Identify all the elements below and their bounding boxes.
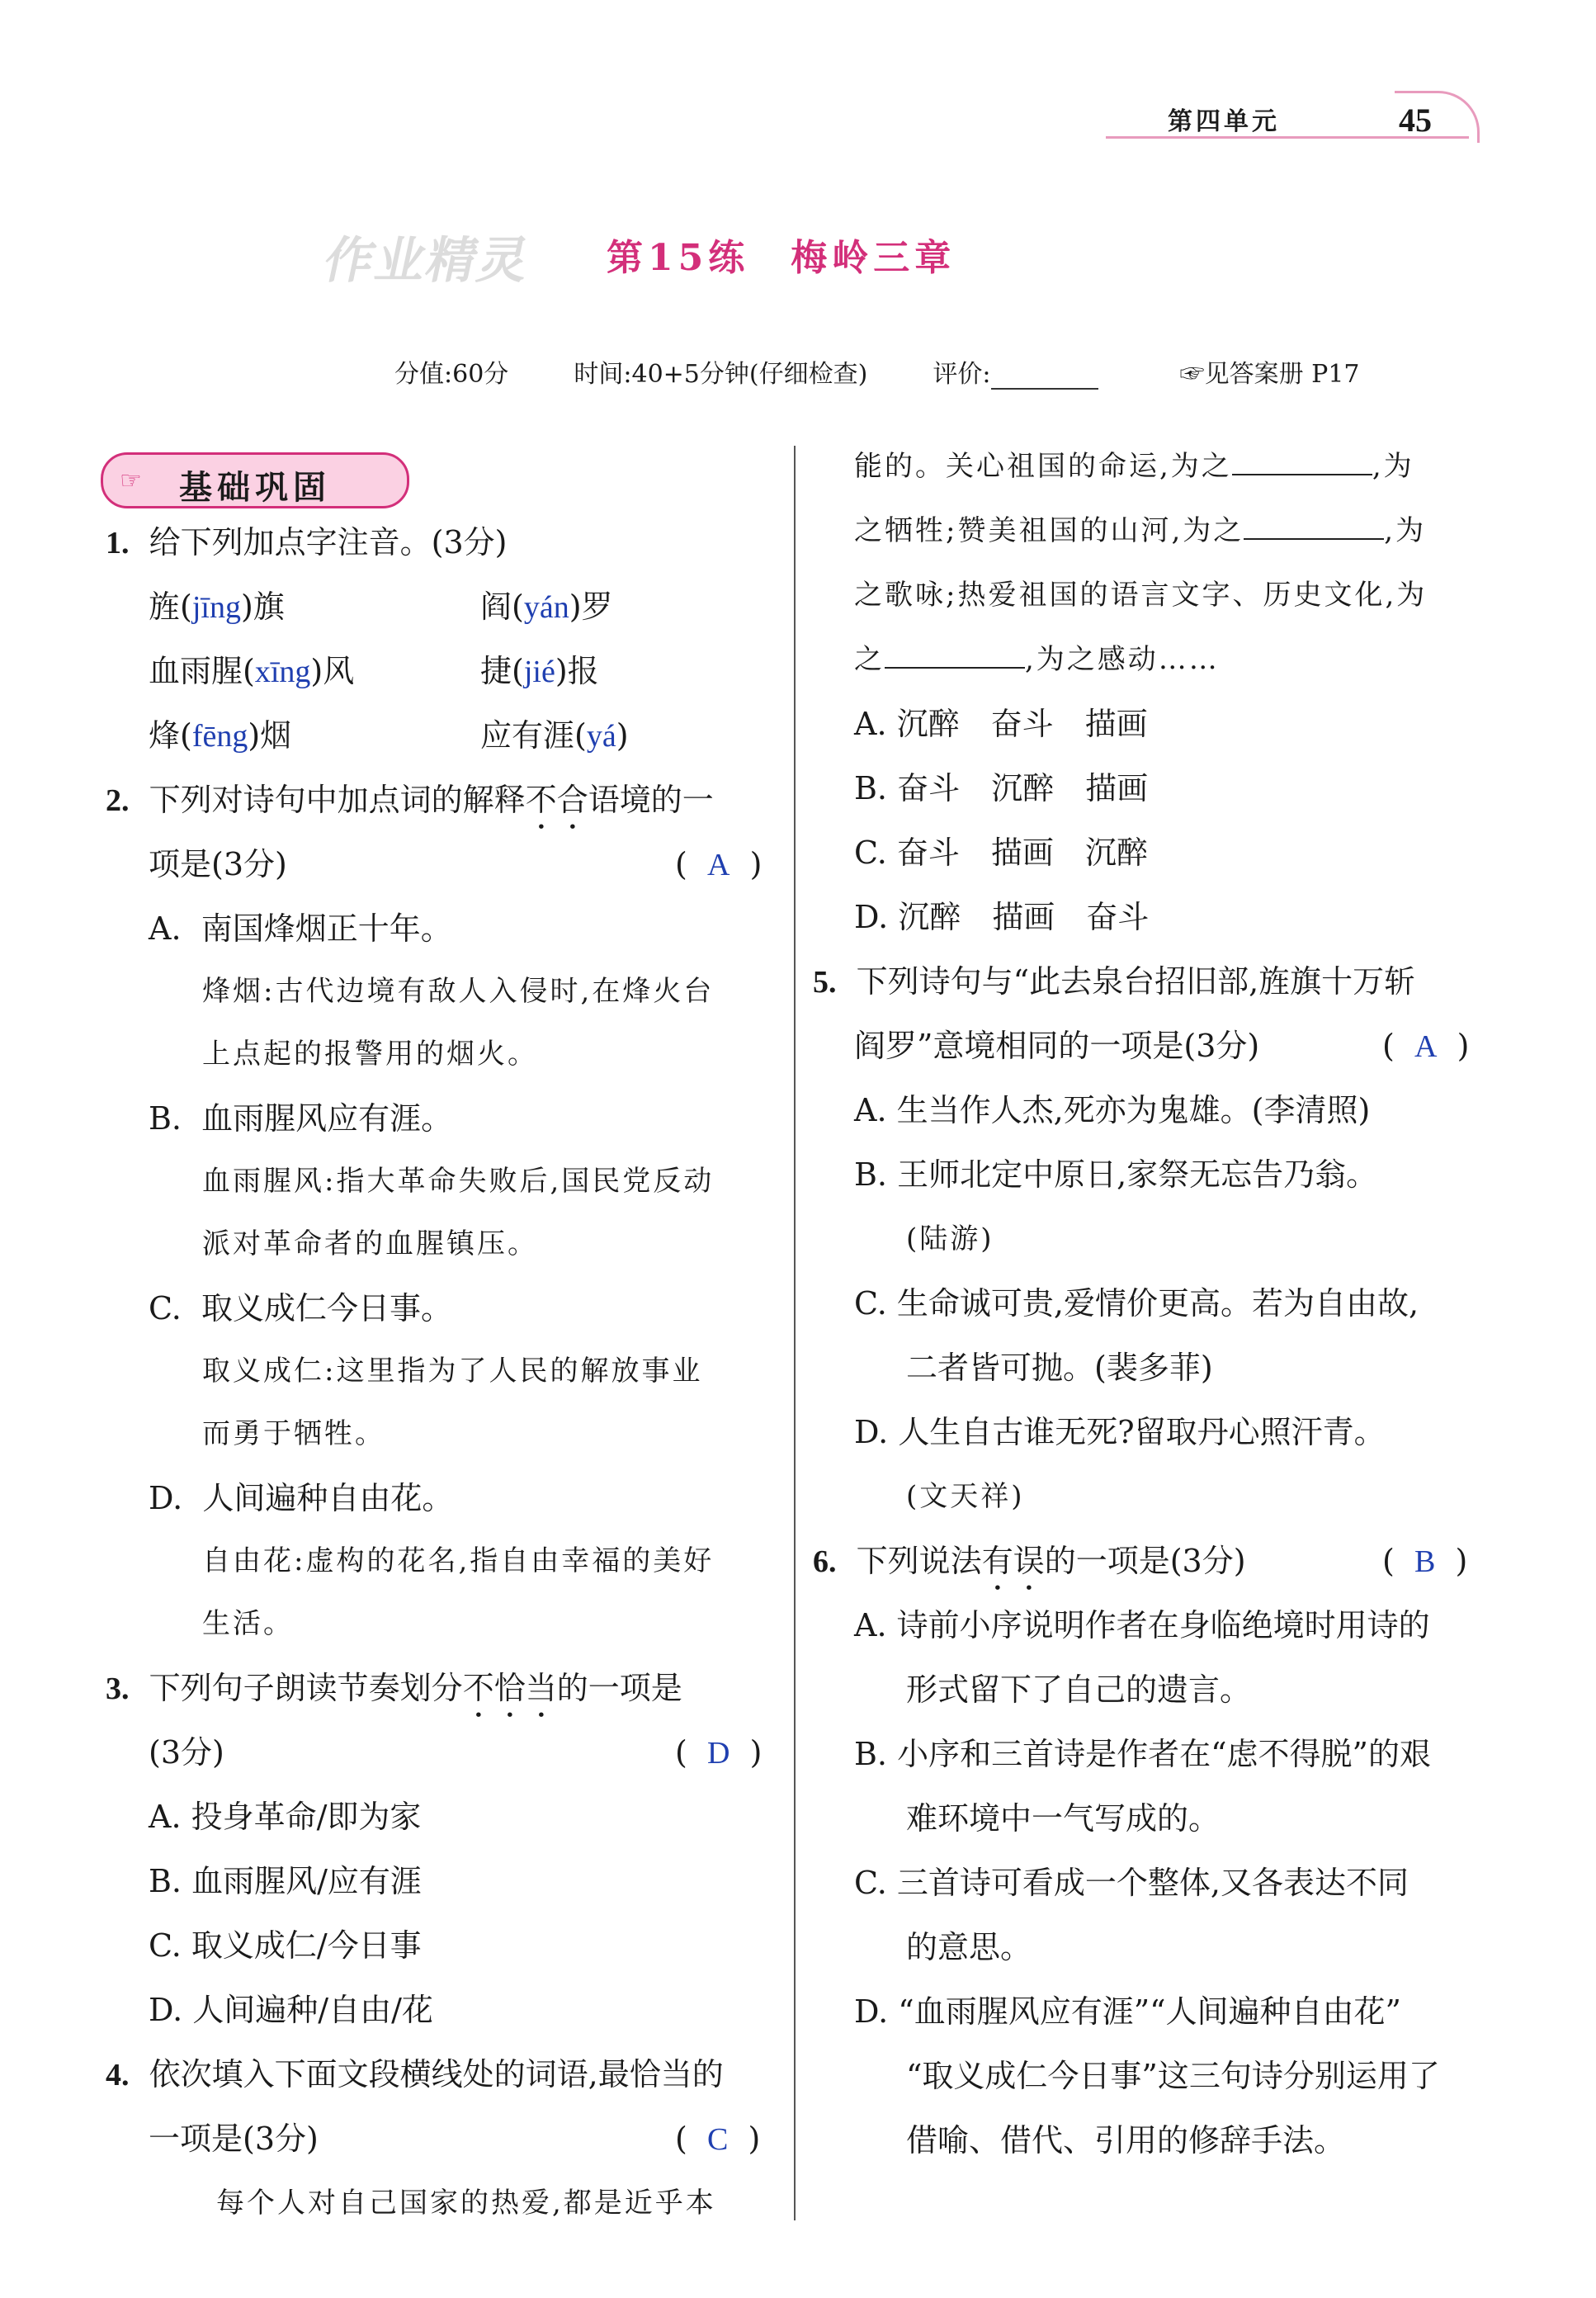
q6-stem: 6. 下列说法有误的一项是(3分) [813,1543,1246,1579]
q4-passage-2: 能的。关心祖国的命运,为之 ,为 [854,450,1414,483]
q5-option-b: B. 王师北定中原日,家祭无忘告乃翁。 [854,1156,1378,1193]
q3-option-d: D. 人间遍种/自由/花 [149,1992,433,2028]
q4-passage-1: 每个人对自己国家的热爱,都是近乎本 [216,2187,716,2220]
q1-item-5: 烽(fēng)烟 [149,717,292,754]
q5-stem-2: 阎罗”意境相同的一项是(3分) [854,1028,1260,1064]
q2-c-exp-2: 而勇于牺牲。 [202,1417,385,1450]
q2-option-d: D. 人间遍种自由花。 [149,1480,454,1516]
q2-b-exp-1: 血雨腥风:指大革命失败后,国民党反动 [202,1165,715,1198]
unit-label: 第四单元 [1168,107,1280,136]
q2-b-exp-2: 派对革命者的血腥镇压。 [202,1227,538,1260]
q2-option-c: C. 取义成仁今日事。 [149,1290,452,1326]
q2-option-a: A. 南国烽烟正十年。 [149,910,452,947]
meta-info [394,353,1360,390]
q2-a-exp-1: 烽烟:古代边境有敌人入侵时,在烽火台 [202,975,715,1008]
q1-item-1: 旌(jīng)旗 [149,589,285,625]
q4-stem: 4. 依次填入下面文段横线处的词语,最恰当的 [106,2056,724,2092]
section-badge [101,452,409,508]
time-label: 时间:40+5分钟(仔细检查) [574,360,868,389]
q3-option-b: B. 血雨腥风/应有涯 [149,1863,422,1899]
q6-answer-box: ( B ) [1382,1543,1468,1579]
q3-option-c: C. 取义成仁/今日事 [149,1927,422,1964]
q4-option-c: C. 奋斗 描画 沉醉 [854,835,1148,871]
q6-option-c: C. 三首诗可看成一个整体,又各表达不同 [854,1865,1409,1901]
q6-option-a-cont: 形式留下了自己的遗言。 [906,1671,1252,1708]
q4-passage-3: 之牺牲;赞美祖国的山河,为之 ,为 [854,514,1427,547]
answer-ref: ☞见答案册 P17 [1179,360,1360,389]
q4-option-b: B. 奋斗 沉醉 描画 [854,770,1149,806]
q5-option-c: C. 生命诚可贵,爱情价更高。若为自由故, [854,1285,1419,1322]
q2-d-exp-2: 生活。 [202,1607,294,1640]
q6-option-b-cont: 难环境中一气写成的。 [906,1800,1221,1837]
q5-answer-box: ( A ) [1382,1028,1470,1064]
q5-option-b-cont: (陆游) [906,1222,994,1255]
q2-answer-box: ( A ) [675,846,763,882]
column-divider [794,446,796,2220]
q1-item-6: 应有涯(yá) [480,717,629,754]
q5-option-c-cont: 二者皆可抛。(裴多菲) [906,1350,1213,1386]
q1-item-2: 阎(yán)罗 [480,589,613,625]
q3-option-a: A. 投身革命/即为家 [149,1799,422,1835]
q5-option-a: A. 生当作人杰,死亦为鬼雄。(李清照) [854,1092,1371,1128]
pointing-hand-icon: ☞ [120,466,142,495]
q5-option-d: D. 人生自古谁无死?留取丹心照汗青。 [854,1414,1386,1450]
q2-c-exp-1: 取义成仁:这里指为了人民的解放事业 [202,1355,703,1388]
eval-blank [991,365,1098,390]
eval-label: 评价: [933,360,991,389]
q6-option-a: A. 诗前小序说明作者在身临绝境时用诗的 [854,1607,1430,1643]
q4-stem-2: 一项是(3分) [149,2121,319,2157]
q6-option-d-cont-2: 借喻、借代、引用的修辞手法。 [906,2122,1346,2159]
q5-stem: 5. 下列诗句与“此去泉台招旧部,旌旗十万斩 [813,963,1416,1000]
q3-answer-box: ( D ) [675,1734,763,1771]
score-label: 分值:60分 [394,360,509,389]
q4-option-d: D. 沉醉 描画 奋斗 [854,899,1150,935]
q4-passage-4: 之歌咏;热爱祖国的语言文字、历史文化,为 [854,579,1428,612]
q1-item-3: 血雨腥(xīng)风 [149,653,355,689]
page-number: 45 [1399,102,1432,139]
q2-a-exp-2: 上点起的报警用的烟火。 [202,1038,538,1071]
q2-stem: 2. 下列对诗句中加点词的解释不合语境的一 [106,782,714,818]
section-label: 基础巩固 [179,469,331,507]
q2-d-exp-1: 自由花:虚构的花名,指自由幸福的美好 [202,1544,715,1577]
q4-passage-5: 之 ,为之感动…… [854,643,1220,676]
q5-option-d-cont: (文天祥) [906,1480,1025,1513]
q4-option-a: A. 沉醉 奋斗 描画 [854,706,1148,742]
q6-option-b: B. 小序和三首诗是作者在“虑不得脱”的艰 [854,1736,1431,1772]
watermark-logo: 作业精灵 [319,232,536,290]
q2-stem-2: 项是(3分) [149,846,287,882]
q2-option-b: B. 血雨腥风应有涯。 [149,1100,453,1137]
q6-option-d-cont-1: “取义成仁今日事”这三句诗分别运用了 [906,2058,1440,2094]
q3-stem-2: (3分) [149,1734,224,1771]
q6-option-c-cont: 的意思。 [906,1929,1032,1965]
q6-option-d: D. “血雨腥风应有涯”“人间遍种自由花” [854,1993,1401,2030]
q4-answer-box: ( C ) [675,2121,761,2157]
q1-stem: 1. 给下列加点字注音。(3分) [106,524,508,560]
q3-stem: 3. 下列句子朗读节奏划分不恰当的一项是 [106,1670,682,1706]
q1-item-4: 捷(jié)报 [480,653,599,689]
page-title: 第15练 梅岭三章 [607,237,956,279]
